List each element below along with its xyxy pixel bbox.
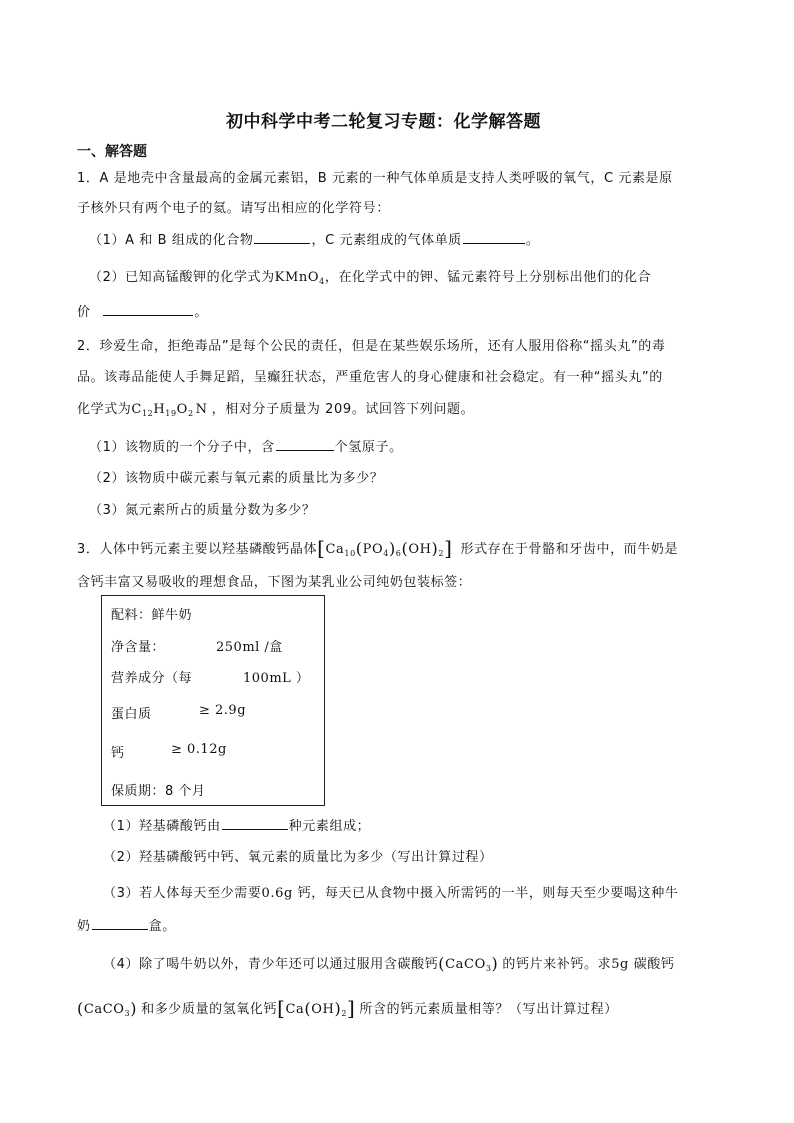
q3-sub3 [103,882,678,901]
q3-sub4-text-c: 碳酸钙 [628,957,675,972]
formula-subscript: 4 [319,277,325,286]
bracket-open: [ [277,996,286,1020]
q3-sub4-text-b: 的钙片来补钙。求 [502,957,612,972]
q2-line1: 2．珍爱生命，拒绝毒品”是每个公民的责任，但是在某些娱乐场所，还有人服用俗称“摇头丸”的毒 [77,339,666,354]
element-c: C [131,402,142,417]
paren-open: ( [438,954,446,973]
formula-subscript: 3 [485,964,492,973]
formula-text: KMnO [274,270,320,285]
element-ca: Ca [285,1002,305,1017]
group-po: PO [362,542,384,557]
caco3-formula [438,954,499,973]
q2-sub1 [89,436,403,455]
q3-sub3-text-a: （3）若人体每天至少需要 [103,886,262,901]
subscript-po-group: 6 [395,549,402,558]
q1-line1: 1．A 是地壳中含量最高的金属元素铝，B 元素的一种气体单质是支持人类呼吸的氧气，C 元素是原 [77,171,673,186]
q2-line2: 品。该毒品能使人手舞足蹈，呈癫狂状态，严重危害人的身心健康和社会稳定。有一种“摇头丸”的 [77,370,663,385]
answer-blank[interactable] [463,230,525,244]
subscript-o: 2 [187,409,194,418]
subscript-oh-group: 2 [341,1009,348,1018]
q3-sub3-text-c: 奶 [77,919,91,934]
label-net-content-key: 净含量： [111,640,166,655]
label-protein-value: ≥ 2.9g [199,703,247,718]
page-title: 初中科学中考二轮复习专题：化学解答题 [226,112,541,132]
paren-close: ) [388,539,396,558]
q3-sub1-text-a: （1）羟基磷酸钙由 [103,819,221,834]
element-ca: Ca [325,542,345,557]
q3-sub2: （2）羟基磷酸钙中钙、氧元素的质量比为多少（写出计算过程） [103,850,493,865]
label-nutrition-value: 100mL ） [243,671,310,686]
q1-sub1-text-b: ，C 元素组成的气体单质 [311,233,462,248]
q1-line2: 子核外只有两个电子的氦。请写出相应的化学符号： [77,201,390,216]
q1-sub2-line2 [77,301,208,320]
q1-sub2-text-a: （2）已知高锰酸钾的化学式为 [89,270,275,285]
group-oh: OH [311,1002,335,1017]
ecstasy-formula [131,402,207,417]
caoh2-formula [277,996,356,1020]
bracket-close: ] [444,536,453,560]
q2-line3 [77,398,474,417]
q3-sub3-text-b: 钙，每天已从食物中摄入所需钙的一半，则每天至少要喝这种牛 [292,886,679,901]
q1-sub2-text-c: 价 [77,305,91,320]
q1-sub2-text-b: ，在化学式中的钾、锰元素符号上分别标出他们的化合 [324,270,652,285]
bracket-close: ] [347,996,356,1020]
subscript-h: 19 [165,409,177,418]
group-oh: OH [408,542,432,557]
label-ingredients: 配料：鲜牛奶 [111,608,193,623]
q2-line3-text-a: 化学式为 [77,402,132,417]
kmno4-formula [275,270,325,285]
answer-blank[interactable] [276,437,334,451]
q1-sub2 [89,266,651,285]
label-protein-key: 蛋白质 [111,707,152,722]
label-calcium-key: 钙 [111,746,125,761]
hydroxyapatite-formula [317,536,453,560]
formula-text: CaCO [83,1002,125,1017]
q2-sub1-text-b: 个氢原子。 [334,440,403,455]
q3-line1-text-b: 形式存在于骨骼和牙齿中，而牛奶是 [460,542,679,557]
caco3-mass-value: 5g [611,957,629,972]
label-calcium-value: ≥ 0.12g [171,742,227,757]
subscript-po: 4 [383,549,389,558]
section-heading: 一、解答题 [77,144,147,160]
q2-sub3: （3）氮元素所占的质量分数为多少？ [89,503,316,518]
paren-open: ( [401,539,409,558]
q3-sub1-text-b: 种元素组成； [288,819,371,834]
answer-blank[interactable] [254,230,310,244]
q2-sub1-text-a: （1）该物质的一个分子中，含 [89,440,275,455]
caco3-formula [77,999,138,1018]
q3-line1 [77,534,678,558]
q3-line1-text-a: 3．人体中钙元素主要以羟基磷酸钙晶体 [77,542,318,557]
subscript-oh-group: 2 [438,549,445,558]
q3-sub4 [103,953,675,972]
q1-sub1-text-c: 。 [525,233,540,248]
paren-close: ) [334,999,342,1018]
q3-sub4-text-e: 所含的钙元素质量相等？（写出计算过程） [359,1002,618,1017]
q3-sub4-text-a: （4）除了喝牛奶以外，青少年还可以通过服用含碳酸钙 [103,957,439,972]
label-nutrition-key: 营养成分（每 [111,671,193,686]
q2-line3-text-b: ，相对分子质量为 209。试回答下列问题。 [211,402,475,417]
calcium-requirement-value: 0.6g [261,886,293,901]
q3-sub4-line2 [77,994,618,1018]
q3-sub1 [103,815,370,834]
q1-sub2-text-d: 。 [194,305,208,320]
q3-sub3-text-d: 盒。 [148,919,176,934]
formula-subscript: 3 [124,1009,131,1018]
subscript-ca: 10 [344,549,356,558]
paren-close: ) [431,539,439,558]
paren-open: ( [77,999,84,1018]
subscript-c: 12 [141,409,154,418]
paren-close: ) [130,999,138,1018]
q3-line2: 含钙丰富又易吸收的理想食品，下图为某乳业公司纯奶包装标签： [77,575,472,590]
label-net-content-value: 250ml /盒 [216,640,283,655]
q1-sub1-text-a: （1）A 和 B 组成的化合物 [89,233,254,248]
paren-close: ) [491,954,499,973]
paren-open: ( [355,539,363,558]
q2-sub2: （2）该物质中碳元素与氧元素的质量比为多少？ [89,471,384,486]
answer-blank[interactable] [92,916,148,930]
answer-blank[interactable] [103,302,193,316]
paren-open: ( [304,999,312,1018]
q1-sub1 [89,229,540,248]
milk-package-label [101,595,325,806]
element-n: N [195,402,208,417]
bracket-open: [ [317,536,326,560]
label-shelf-life: 保质期：8 个月 [111,784,206,799]
element-o: O [176,402,188,417]
q3-sub3-line2 [77,915,176,934]
element-h: H [153,402,166,417]
formula-text: CaCO [445,957,486,972]
answer-blank[interactable] [222,816,288,830]
q3-sub4-text-d: 和多少质量的氢氧化钙 [141,1002,278,1017]
